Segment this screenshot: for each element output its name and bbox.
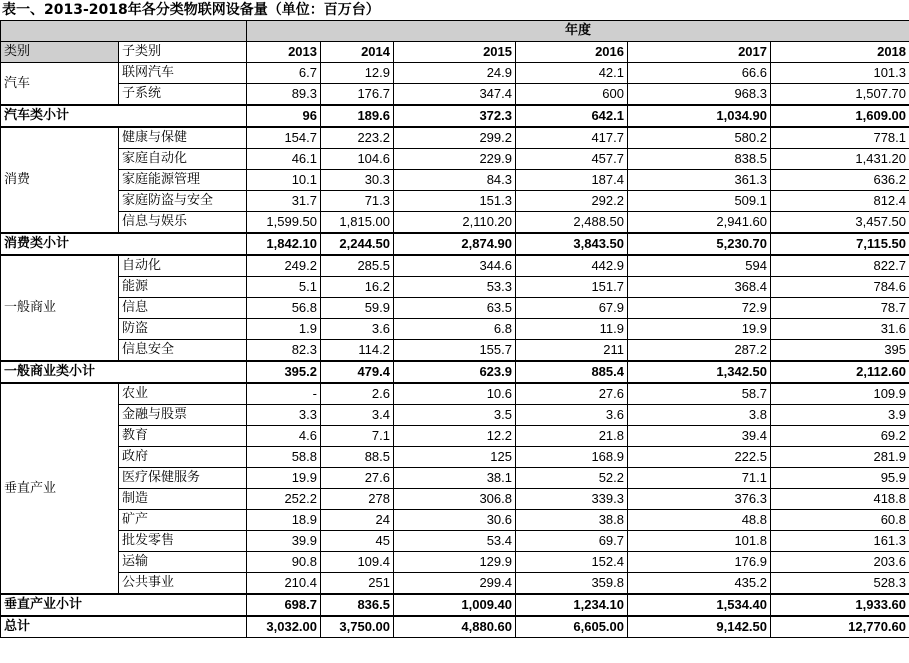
table-row — [1, 170, 909, 191]
value-cell: 368.4 — [628, 277, 771, 298]
subtotal-value: 2,244.50 — [321, 233, 394, 255]
subtotal-row — [1, 361, 909, 383]
header-year: 2014 — [321, 42, 394, 63]
subtotal-value: 5,230.70 — [628, 233, 771, 255]
value-cell: 418.8 — [771, 489, 909, 510]
value-cell: 292.2 — [516, 191, 628, 212]
value-cell: 45 — [321, 531, 394, 552]
subtotal-label: 垂直产业小计 — [1, 594, 247, 616]
value-cell: 361.3 — [628, 170, 771, 191]
category-cell: 汽车 — [1, 63, 119, 106]
value-cell: 287.2 — [628, 340, 771, 362]
value-cell: 30.3 — [321, 170, 394, 191]
subtotal-value: 1,842.10 — [247, 233, 321, 255]
table-row — [1, 531, 909, 552]
subcategory-cell: 公共事业 — [119, 573, 247, 595]
value-cell: 457.7 — [516, 149, 628, 170]
subtotal-value: 1,609.00 — [771, 105, 909, 127]
value-cell: 299.4 — [394, 573, 516, 595]
table-row — [1, 149, 909, 170]
value-cell: 442.9 — [516, 255, 628, 277]
value-cell: 69.7 — [516, 531, 628, 552]
value-cell: 2,488.50 — [516, 212, 628, 234]
value-cell: 66.6 — [628, 63, 771, 84]
value-cell: 10.1 — [247, 170, 321, 191]
value-cell: 636.2 — [771, 170, 909, 191]
value-cell: 38.1 — [394, 468, 516, 489]
value-cell: 31.7 — [247, 191, 321, 212]
value-cell: 168.9 — [516, 447, 628, 468]
subtotal-value: 1,342.50 — [628, 361, 771, 383]
value-cell: 129.9 — [394, 552, 516, 573]
value-cell: 39.9 — [247, 531, 321, 552]
table-row — [1, 552, 909, 573]
value-cell: 46.1 — [247, 149, 321, 170]
subtotal-row — [1, 233, 909, 255]
value-cell: 600 — [516, 84, 628, 106]
table-row — [1, 277, 909, 298]
subcategory-cell: 政府 — [119, 447, 247, 468]
total-value: 4,880.60 — [394, 616, 516, 638]
subcategory-cell: 教育 — [119, 426, 247, 447]
value-cell: 3.9 — [771, 405, 909, 426]
header-year: 2017 — [628, 42, 771, 63]
subcategory-cell: 子系统 — [119, 84, 247, 106]
value-cell: 4.6 — [247, 426, 321, 447]
subcategory-cell: 医疗保健服务 — [119, 468, 247, 489]
subcategory-cell: 金融与股票 — [119, 405, 247, 426]
value-cell: 223.2 — [321, 127, 394, 149]
header-year: 2013 — [247, 42, 321, 63]
value-cell: 3,457.50 — [771, 212, 909, 234]
value-cell: 152.4 — [516, 552, 628, 573]
table-row — [1, 84, 909, 106]
value-cell: 16.2 — [321, 277, 394, 298]
value-cell: 154.7 — [247, 127, 321, 149]
subcategory-cell: 制造 — [119, 489, 247, 510]
value-cell: 203.6 — [771, 552, 909, 573]
header-subcategory: 子类别 — [119, 42, 247, 63]
table-row — [1, 340, 909, 362]
value-cell: 155.7 — [394, 340, 516, 362]
category-cell: 消费 — [1, 127, 119, 233]
value-cell: 344.6 — [394, 255, 516, 277]
table-row — [1, 383, 909, 405]
value-cell: 1.9 — [247, 319, 321, 340]
value-cell: 5.1 — [247, 277, 321, 298]
value-cell: 88.5 — [321, 447, 394, 468]
subtotal-value: 698.7 — [247, 594, 321, 616]
value-cell: 1,599.50 — [247, 212, 321, 234]
value-cell: 125 — [394, 447, 516, 468]
value-cell: 339.3 — [516, 489, 628, 510]
value-cell: 48.8 — [628, 510, 771, 531]
table-row — [1, 447, 909, 468]
iot-device-table — [0, 20, 909, 638]
value-cell: 58.8 — [247, 447, 321, 468]
value-cell: 67.9 — [516, 298, 628, 319]
value-cell: 19.9 — [247, 468, 321, 489]
table-row — [1, 573, 909, 595]
value-cell: 251 — [321, 573, 394, 595]
subtotal-value: 479.4 — [321, 361, 394, 383]
value-cell: 12.2 — [394, 426, 516, 447]
subcategory-cell: 农业 — [119, 383, 247, 405]
value-cell: 285.5 — [321, 255, 394, 277]
table-row — [1, 298, 909, 319]
value-cell: 222.5 — [628, 447, 771, 468]
value-cell: 3.4 — [321, 405, 394, 426]
value-cell: 187.4 — [516, 170, 628, 191]
value-cell: 281.9 — [771, 447, 909, 468]
subtotal-value: 2,874.90 — [394, 233, 516, 255]
subcategory-cell: 信息安全 — [119, 340, 247, 362]
value-cell: 3.5 — [394, 405, 516, 426]
value-cell: - — [247, 383, 321, 405]
value-cell: 968.3 — [628, 84, 771, 106]
subcategory-cell: 家庭防盗与安全 — [119, 191, 247, 212]
table-row — [1, 405, 909, 426]
value-cell: 3.6 — [321, 319, 394, 340]
value-cell: 347.4 — [394, 84, 516, 106]
value-cell: 176.7 — [321, 84, 394, 106]
value-cell: 101.8 — [628, 531, 771, 552]
value-cell: 210.4 — [247, 573, 321, 595]
table-row — [1, 319, 909, 340]
header-row-top — [1, 21, 909, 42]
total-label: 总计 — [1, 616, 247, 638]
subcategory-cell: 矿产 — [119, 510, 247, 531]
value-cell: 101.3 — [771, 63, 909, 84]
total-row — [1, 616, 909, 638]
table-title: 表一、2013-2018年各分类物联网设备量（单位：百万台） — [2, 2, 380, 18]
subcategory-cell: 家庭能源管理 — [119, 170, 247, 191]
value-cell: 417.7 — [516, 127, 628, 149]
subtotal-value: 1,009.40 — [394, 594, 516, 616]
value-cell: 3.6 — [516, 405, 628, 426]
value-cell: 30.6 — [394, 510, 516, 531]
value-cell: 95.9 — [771, 468, 909, 489]
value-cell: 31.6 — [771, 319, 909, 340]
subtotal-value: 2,112.60 — [771, 361, 909, 383]
value-cell: 18.9 — [247, 510, 321, 531]
value-cell: 89.3 — [247, 84, 321, 106]
value-cell: 229.9 — [394, 149, 516, 170]
value-cell: 1,431.20 — [771, 149, 909, 170]
table-row — [1, 127, 909, 149]
value-cell: 11.9 — [516, 319, 628, 340]
value-cell: 12.9 — [321, 63, 394, 84]
subtotal-label: 一般商业类小计 — [1, 361, 247, 383]
value-cell: 778.1 — [771, 127, 909, 149]
table-row — [1, 489, 909, 510]
value-cell: 161.3 — [771, 531, 909, 552]
subtotal-value: 1,234.10 — [516, 594, 628, 616]
subcategory-cell: 防盗 — [119, 319, 247, 340]
value-cell: 71.3 — [321, 191, 394, 212]
value-cell: 42.1 — [516, 63, 628, 84]
subtotal-value: 96 — [247, 105, 321, 127]
value-cell: 56.8 — [247, 298, 321, 319]
subcategory-cell: 能源 — [119, 277, 247, 298]
value-cell: 27.6 — [321, 468, 394, 489]
value-cell: 104.6 — [321, 149, 394, 170]
value-cell: 10.6 — [394, 383, 516, 405]
header-year-group: 年度 — [247, 21, 909, 42]
value-cell: 69.2 — [771, 426, 909, 447]
subtotal-label: 消费类小计 — [1, 233, 247, 255]
value-cell: 3.8 — [628, 405, 771, 426]
value-cell: 60.8 — [771, 510, 909, 531]
total-value: 3,032.00 — [247, 616, 321, 638]
value-cell: 306.8 — [394, 489, 516, 510]
value-cell: 90.8 — [247, 552, 321, 573]
subtotal-value: 1,534.40 — [628, 594, 771, 616]
table-row — [1, 191, 909, 212]
value-cell: 59.9 — [321, 298, 394, 319]
subtotal-value: 642.1 — [516, 105, 628, 127]
value-cell: 528.3 — [771, 573, 909, 595]
header-year: 2015 — [394, 42, 516, 63]
value-cell: 114.2 — [321, 340, 394, 362]
value-cell: 2,941.60 — [628, 212, 771, 234]
value-cell: 278 — [321, 489, 394, 510]
value-cell: 784.6 — [771, 277, 909, 298]
value-cell: 78.7 — [771, 298, 909, 319]
value-cell: 21.8 — [516, 426, 628, 447]
value-cell: 395 — [771, 340, 909, 362]
value-cell: 71.1 — [628, 468, 771, 489]
value-cell: 359.8 — [516, 573, 628, 595]
subtotal-value: 885.4 — [516, 361, 628, 383]
subtotal-value: 372.3 — [394, 105, 516, 127]
value-cell: 109.4 — [321, 552, 394, 573]
subcategory-cell: 信息 — [119, 298, 247, 319]
value-cell: 812.4 — [771, 191, 909, 212]
value-cell: 435.2 — [628, 573, 771, 595]
header-blank — [1, 21, 247, 42]
value-cell: 63.5 — [394, 298, 516, 319]
value-cell: 151.7 — [516, 277, 628, 298]
header-category: 类别 — [1, 42, 119, 63]
subcategory-cell: 家庭自动化 — [119, 149, 247, 170]
subtotal-label: 汽车类小计 — [1, 105, 247, 127]
value-cell: 509.1 — [628, 191, 771, 212]
subtotal-value: 7,115.50 — [771, 233, 909, 255]
value-cell: 1,815.00 — [321, 212, 394, 234]
value-cell: 53.3 — [394, 277, 516, 298]
subtotal-row — [1, 594, 909, 616]
value-cell: 24.9 — [394, 63, 516, 84]
table-row — [1, 426, 909, 447]
table-row — [1, 468, 909, 489]
subtotal-value: 1,034.90 — [628, 105, 771, 127]
value-cell: 58.7 — [628, 383, 771, 405]
value-cell: 27.6 — [516, 383, 628, 405]
value-cell: 39.4 — [628, 426, 771, 447]
value-cell: 24 — [321, 510, 394, 531]
value-cell: 1,507.70 — [771, 84, 909, 106]
value-cell: 376.3 — [628, 489, 771, 510]
subtotal-value: 3,843.50 — [516, 233, 628, 255]
subtotal-value: 395.2 — [247, 361, 321, 383]
subtotal-value: 836.5 — [321, 594, 394, 616]
subcategory-cell: 运输 — [119, 552, 247, 573]
value-cell: 299.2 — [394, 127, 516, 149]
value-cell: 176.9 — [628, 552, 771, 573]
value-cell: 3.3 — [247, 405, 321, 426]
value-cell: 249.2 — [247, 255, 321, 277]
total-value: 9,142.50 — [628, 616, 771, 638]
value-cell: 580.2 — [628, 127, 771, 149]
subcategory-cell: 联网汽车 — [119, 63, 247, 84]
value-cell: 19.9 — [628, 319, 771, 340]
subtotal-value: 1,933.60 — [771, 594, 909, 616]
value-cell: 6.7 — [247, 63, 321, 84]
value-cell: 53.4 — [394, 531, 516, 552]
value-cell: 109.9 — [771, 383, 909, 405]
total-value: 3,750.00 — [321, 616, 394, 638]
total-value: 12,770.60 — [771, 616, 909, 638]
value-cell: 38.8 — [516, 510, 628, 531]
subcategory-cell: 批发零售 — [119, 531, 247, 552]
value-cell: 52.2 — [516, 468, 628, 489]
value-cell: 594 — [628, 255, 771, 277]
value-cell: 211 — [516, 340, 628, 362]
subtotal-value: 623.9 — [394, 361, 516, 383]
header-row-years — [1, 42, 909, 63]
value-cell: 2,110.20 — [394, 212, 516, 234]
value-cell: 252.2 — [247, 489, 321, 510]
value-cell: 7.1 — [321, 426, 394, 447]
category-cell: 一般商业 — [1, 255, 119, 361]
value-cell: 151.3 — [394, 191, 516, 212]
value-cell: 84.3 — [394, 170, 516, 191]
table-row — [1, 255, 909, 277]
category-cell: 垂直产业 — [1, 383, 119, 594]
value-cell: 838.5 — [628, 149, 771, 170]
subcategory-cell: 自动化 — [119, 255, 247, 277]
subtotal-row — [1, 105, 909, 127]
table-row — [1, 63, 909, 84]
table-row — [1, 212, 909, 234]
value-cell: 822.7 — [771, 255, 909, 277]
value-cell: 72.9 — [628, 298, 771, 319]
value-cell: 6.8 — [394, 319, 516, 340]
table-row — [1, 510, 909, 531]
subtotal-value: 189.6 — [321, 105, 394, 127]
header-year: 2018 — [771, 42, 909, 63]
header-year: 2016 — [516, 42, 628, 63]
subcategory-cell: 健康与保健 — [119, 127, 247, 149]
value-cell: 82.3 — [247, 340, 321, 362]
subcategory-cell: 信息与娱乐 — [119, 212, 247, 234]
total-value: 6,605.00 — [516, 616, 628, 638]
value-cell: 2.6 — [321, 383, 394, 405]
